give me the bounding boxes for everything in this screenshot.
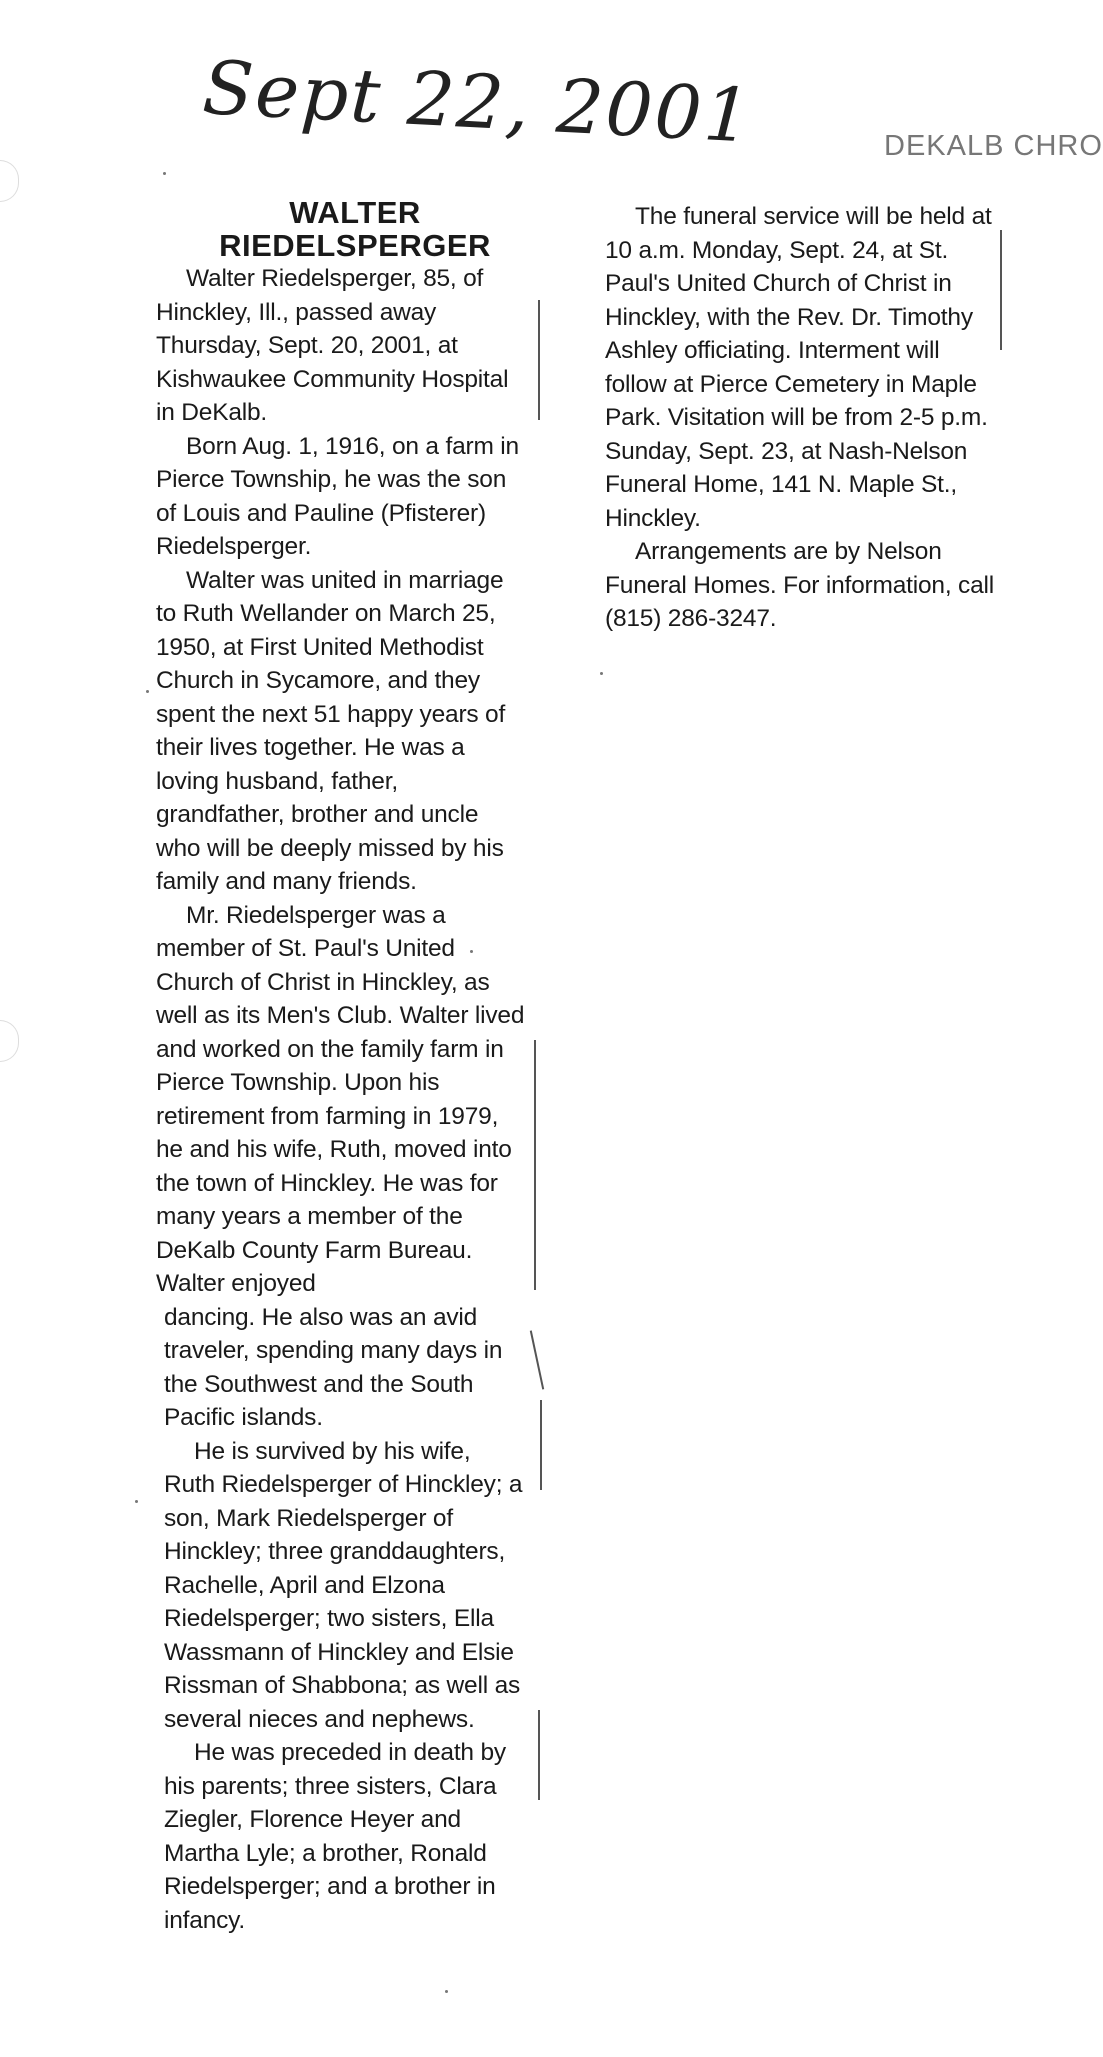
- scanner-edge-mark: [0, 1020, 19, 1062]
- obituary-paragraph: The funeral service will be held at 10 a.m. Monday, Sept. 24, at St. Paul's United Church of Christ in Hinckley, with the Rev. Dr. Timothy Ashley officiating. Interment will follow at Pierce Cemetery in Maple Park. Visitation will be from 2-5 p.m. Sunday, Sept. 23, at Nash-Nelson Funeral Home, 141 N. Maple St., Hinckley.: [605, 203, 992, 532]
- obituary-paragraph: Arrangements are by Nelson Funeral Homes. For information, call (815) 286-3247.: [605, 538, 995, 632]
- newspaper-masthead: DEKALB CHRO: [884, 130, 1103, 162]
- scan-speck: [600, 672, 603, 675]
- scan-speck: [445, 1990, 448, 1993]
- obituary-paragraph: Walter was united in marriage to Ruth Wellander on March 25, 1950, at First United Methodist Church in Sycamore, and they spent the next 51 happy years of their lives together. He was a loving husband, father, grandfather, brother and uncle who will be deeply missed by his family and many friends.: [156, 566, 506, 895]
- clipping-edge-line: [530, 1330, 544, 1389]
- scan-speck: [163, 172, 166, 175]
- scan-speck: [135, 1500, 138, 1503]
- scan-speck: [146, 690, 149, 693]
- obituary-left-column: [156, 262, 526, 1937]
- obituary-paragraph: Born Aug. 1, 1916, on a farm in Pierce Township, he was the son of Louis and Pauline (Pfisterer) Riedelsperger.: [156, 432, 519, 560]
- clipping-edge-line: [538, 1710, 540, 1800]
- obituary-headline: WALTER RIEDELSPERGER: [219, 195, 491, 263]
- scan-speck: [470, 950, 473, 953]
- clipping-edge-line: [540, 1400, 542, 1490]
- handwritten-date: Sept 22, 2001: [200, 45, 755, 160]
- obituary-paragraph: Mr. Riedelsperger was a member of St. Paul's United Church of Christ in Hinckley, as well as its Men's Club. Walter lived and worked on the family farm in Pierce Township. Upon his retirement from farming in 1979, he and his wife, Ruth, moved into the town of Hinckley. He was for many years a member of the DeKalb County Farm Bureau. Walter enjoyed: [156, 901, 525, 1297]
- obituary-paragraph: Walter Riedelsperger, 85, of Hinckley, Ill., passed away Thursday, Sept. 20, 2001, at Kishwaukee Community Hospital in DeKalb.: [156, 265, 509, 426]
- obituary-paragraph: He was preceded in death by his parents; three sisters, Clara Ziegler, Florence Heyer and Martha Lyle; a brother, Ronald Riedelsperger; and a brother in infancy.: [164, 1739, 506, 1934]
- scanner-edge-mark: [0, 160, 19, 202]
- obituary-right-column: [605, 200, 1000, 636]
- clipping-edge-line: [538, 300, 540, 420]
- clipping-edge-line: [1000, 230, 1002, 350]
- clipping-edge-line: [534, 1040, 536, 1290]
- obituary-paragraph: He is survived by his wife, Ruth Riedelsperger of Hinckley; a son, Mark Riedelsperger of Hinckley; three granddaughters, Rachelle, April and Elzona Riedelsperger; two sisters, Ella Wassmann of Hinckley and Elsie Rissman of Shabbona; as well as several nieces and nephews.: [164, 1437, 523, 1733]
- obituary-paragraph: dancing. He also was an avid traveler, spending many days in the Southwest and the South Pacific islands.: [164, 1303, 503, 1431]
